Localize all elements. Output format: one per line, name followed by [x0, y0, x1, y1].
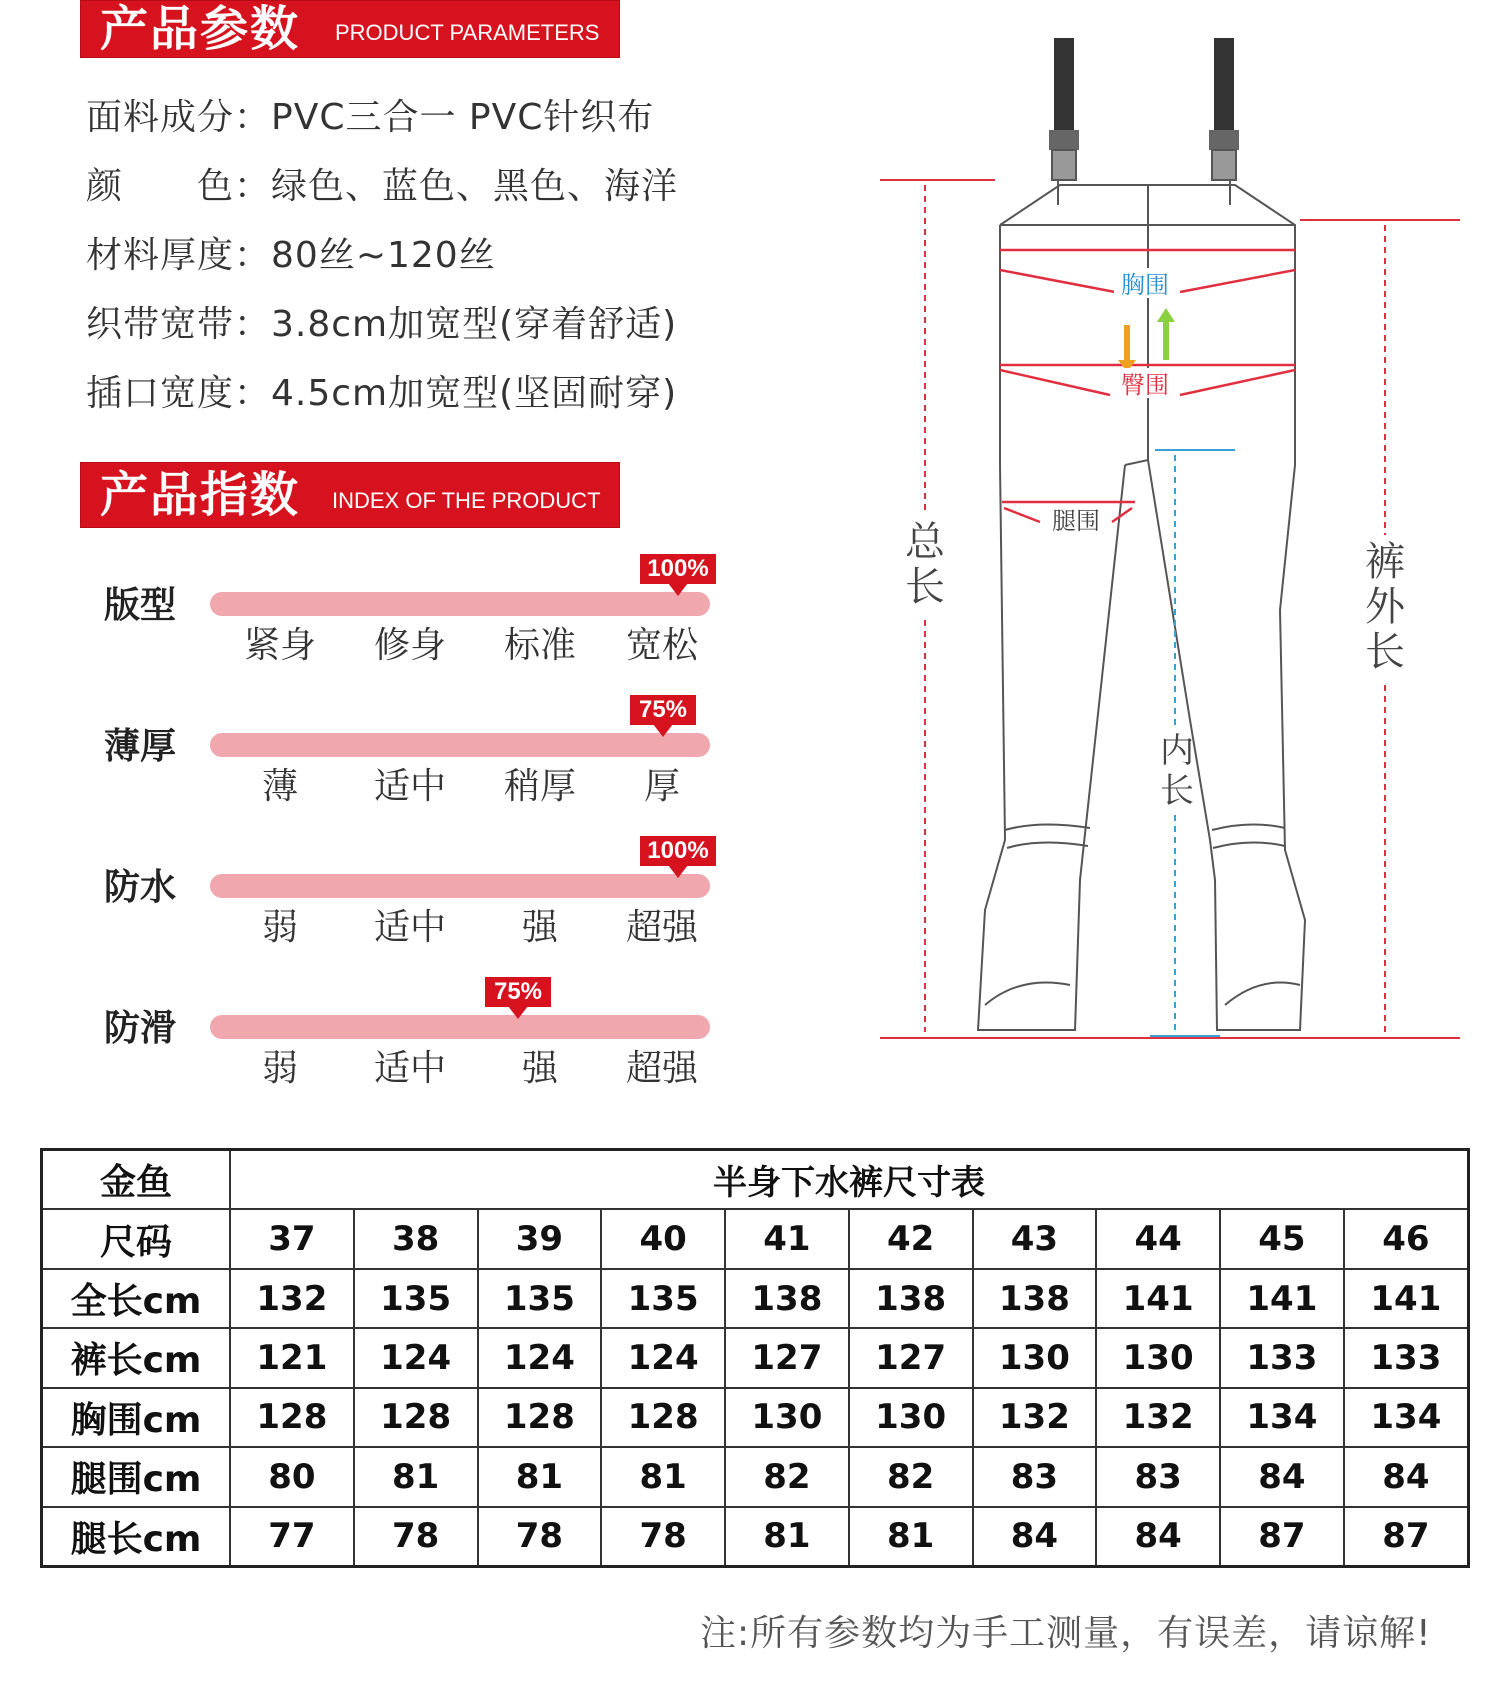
section-banner-parameters	[80, 0, 620, 58]
table-row	[42, 1447, 1469, 1506]
table-cell: 130	[725, 1388, 849, 1447]
table-cell: 130	[1096, 1328, 1220, 1387]
section-title: 产品参数	[100, 1, 301, 57]
index-badge: 75%	[485, 977, 551, 1007]
table-cell: 127	[849, 1328, 973, 1387]
svg-text:总: 总	[905, 519, 945, 565]
index-bar	[210, 874, 710, 898]
index-tick-label: 宽松	[625, 625, 698, 666]
index-tick-label: 修身	[373, 625, 446, 666]
table-cell: 82	[849, 1447, 973, 1506]
index-label: 版型	[104, 585, 177, 626]
table-row	[42, 1388, 1469, 1447]
parameter-row	[86, 165, 678, 209]
table-cell: 134	[1220, 1388, 1344, 1447]
table-cell: 81	[849, 1507, 973, 1567]
table-cell: 135	[601, 1269, 725, 1328]
table-cell: 130	[973, 1328, 1097, 1387]
table-cell: 81	[478, 1447, 602, 1506]
parameter-value: 80丝~120丝	[271, 235, 496, 276]
table-cell: 134	[1344, 1388, 1469, 1447]
table-cell: 133	[1220, 1328, 1344, 1387]
index-tick-label: 弱	[261, 1048, 298, 1089]
parameter-value: 3.8cm加宽型(穿着舒适)	[271, 304, 678, 345]
index-tick-label: 紧身	[243, 625, 316, 666]
size-header-cell: 41	[725, 1209, 849, 1268]
row-header: 裤长cm	[42, 1328, 231, 1387]
index-tick-label: 适中	[373, 766, 446, 807]
index-tick-label: 标准	[503, 625, 576, 666]
index-tick-label: 超强	[625, 907, 698, 948]
table-row	[42, 1328, 1469, 1387]
table-title: 半身下水裤尺寸表	[230, 1150, 1469, 1210]
index-label: 防滑	[104, 1008, 177, 1049]
table-row	[42, 1269, 1469, 1328]
row-header: 腿围cm	[42, 1447, 231, 1506]
table-cell: 83	[973, 1447, 1097, 1506]
table-cell: 128	[601, 1388, 725, 1447]
table-cell: 124	[478, 1328, 602, 1387]
svg-text:长: 长	[1160, 771, 1194, 811]
table-cell: 87	[1220, 1507, 1344, 1567]
table-cell: 132	[230, 1269, 354, 1328]
table-header-row	[42, 1209, 1469, 1268]
brand-cell: 金鱼	[42, 1150, 231, 1210]
svg-text:长: 长	[905, 564, 945, 610]
parameter-label: 织带宽带：	[86, 304, 272, 345]
thigh-label: 腿围	[1052, 507, 1100, 535]
index-badge: 100%	[640, 554, 716, 584]
size-table	[40, 1148, 1470, 1568]
inner-length-label	[1160, 731, 1194, 811]
table-cell: 84	[973, 1507, 1097, 1567]
table-cell: 128	[354, 1388, 478, 1447]
size-header-cell: 46	[1344, 1209, 1469, 1268]
table-cell: 132	[973, 1388, 1097, 1447]
table-title-row	[42, 1150, 1469, 1210]
parameter-value: 4.5cm加宽型(坚固耐穿)	[271, 373, 678, 414]
index-tick-label: 适中	[373, 907, 446, 948]
table-cell: 77	[230, 1507, 354, 1567]
table-cell: 127	[725, 1328, 849, 1387]
index-tick-label: 稍厚	[503, 766, 576, 807]
table-cell: 84	[1220, 1447, 1344, 1506]
parameter-label: 插口宽度：	[86, 373, 272, 414]
index-tick-label: 薄	[261, 766, 298, 807]
strap-left	[1049, 38, 1079, 180]
wader-diagram	[880, 20, 1460, 1070]
size-header-cell: 43	[973, 1209, 1097, 1268]
section-banner-index	[80, 462, 620, 528]
table-cell: 141	[1344, 1269, 1469, 1328]
table-row	[42, 1507, 1469, 1567]
table-cell: 124	[354, 1328, 478, 1387]
table-cell: 133	[1344, 1328, 1469, 1387]
table-cell: 138	[849, 1269, 973, 1328]
table-cell: 138	[725, 1269, 849, 1328]
table-cell: 87	[1344, 1507, 1469, 1567]
chest-label: 胸围	[1121, 271, 1169, 299]
table-cell: 81	[601, 1447, 725, 1506]
size-header-cell: 42	[849, 1209, 973, 1268]
table-cell: 141	[1220, 1269, 1344, 1328]
svg-text:内: 内	[1160, 731, 1194, 771]
size-header-cell: 37	[230, 1209, 354, 1268]
parameter-row	[86, 372, 677, 416]
size-header-cell: 39	[478, 1209, 602, 1268]
table-cell: 141	[1096, 1269, 1220, 1328]
wader-outline	[978, 180, 1305, 1030]
section-subtitle: INDEX OF THE PRODUCT	[332, 488, 601, 513]
section-title: 产品指数	[100, 467, 301, 523]
parameter-value: PVC三合一 PVC针织布	[271, 97, 655, 138]
size-header-cell: 44	[1096, 1209, 1220, 1268]
index-bar	[210, 1015, 710, 1039]
row-header: 全长cm	[42, 1269, 231, 1328]
table-cell: 138	[973, 1269, 1097, 1328]
index-tick-label: 厚	[643, 766, 680, 807]
section-subtitle: PRODUCT PARAMETERS	[335, 20, 600, 45]
table-cell: 83	[1096, 1447, 1220, 1506]
row-header: 胸围cm	[42, 1388, 231, 1447]
svg-text:外: 外	[1365, 584, 1405, 630]
strap-right	[1209, 38, 1239, 180]
table-cell: 135	[478, 1269, 602, 1328]
table-cell: 84	[1096, 1507, 1220, 1567]
svg-text:长: 长	[1365, 629, 1405, 675]
table-cell: 135	[354, 1269, 478, 1328]
table-cell: 128	[478, 1388, 602, 1447]
parameter-label: 面料成分：	[86, 97, 272, 138]
table-cell: 81	[354, 1447, 478, 1506]
svg-text:裤: 裤	[1365, 539, 1405, 585]
index-label: 薄厚	[104, 726, 177, 767]
table-cell: 78	[354, 1507, 478, 1567]
index-tick-label: 强	[521, 907, 558, 948]
table-cell: 132	[1096, 1388, 1220, 1447]
index-tick-label: 超强	[625, 1048, 698, 1089]
parameter-row	[86, 96, 654, 140]
table-cell: 128	[230, 1388, 354, 1447]
table-cell: 130	[849, 1388, 973, 1447]
footnote: 注:所有参数均为手工测量，有误差，请谅解!	[700, 1613, 1432, 1654]
table-cell: 78	[601, 1507, 725, 1567]
index-badge: 75%	[630, 695, 696, 725]
size-header-cell: 38	[354, 1209, 478, 1268]
index-label: 防水	[104, 867, 177, 908]
table-cell: 121	[230, 1328, 354, 1387]
table-cell: 84	[1344, 1447, 1469, 1506]
table-cell: 124	[601, 1328, 725, 1387]
index-tick-label: 适中	[373, 1048, 446, 1089]
table-cell: 80	[230, 1447, 354, 1506]
size-header-cell: 40	[601, 1209, 725, 1268]
index-tick-label: 弱	[261, 907, 298, 948]
table-cell: 82	[725, 1447, 849, 1506]
parameter-value: 绿色、蓝色、黑色、海洋	[271, 166, 679, 207]
parameter-row	[86, 234, 496, 278]
outer-length-label	[1365, 539, 1406, 675]
hip-label: 臀围	[1121, 371, 1169, 399]
chest-hip-arrows	[1118, 308, 1175, 372]
table-cell: 78	[478, 1507, 602, 1567]
index-badge: 100%	[640, 836, 716, 866]
index-bar	[210, 592, 710, 616]
table-cell: 81	[725, 1507, 849, 1567]
total-length-label	[905, 519, 946, 610]
index-bar	[210, 733, 710, 757]
row-header: 腿长cm	[42, 1507, 231, 1567]
index-tick-label: 强	[521, 1048, 558, 1089]
parameter-row	[86, 303, 677, 347]
parameter-label: 颜 色：	[86, 166, 272, 207]
parameter-label: 材料厚度：	[86, 235, 272, 276]
size-header-cell: 45	[1220, 1209, 1344, 1268]
row-header: 尺码	[42, 1209, 231, 1268]
